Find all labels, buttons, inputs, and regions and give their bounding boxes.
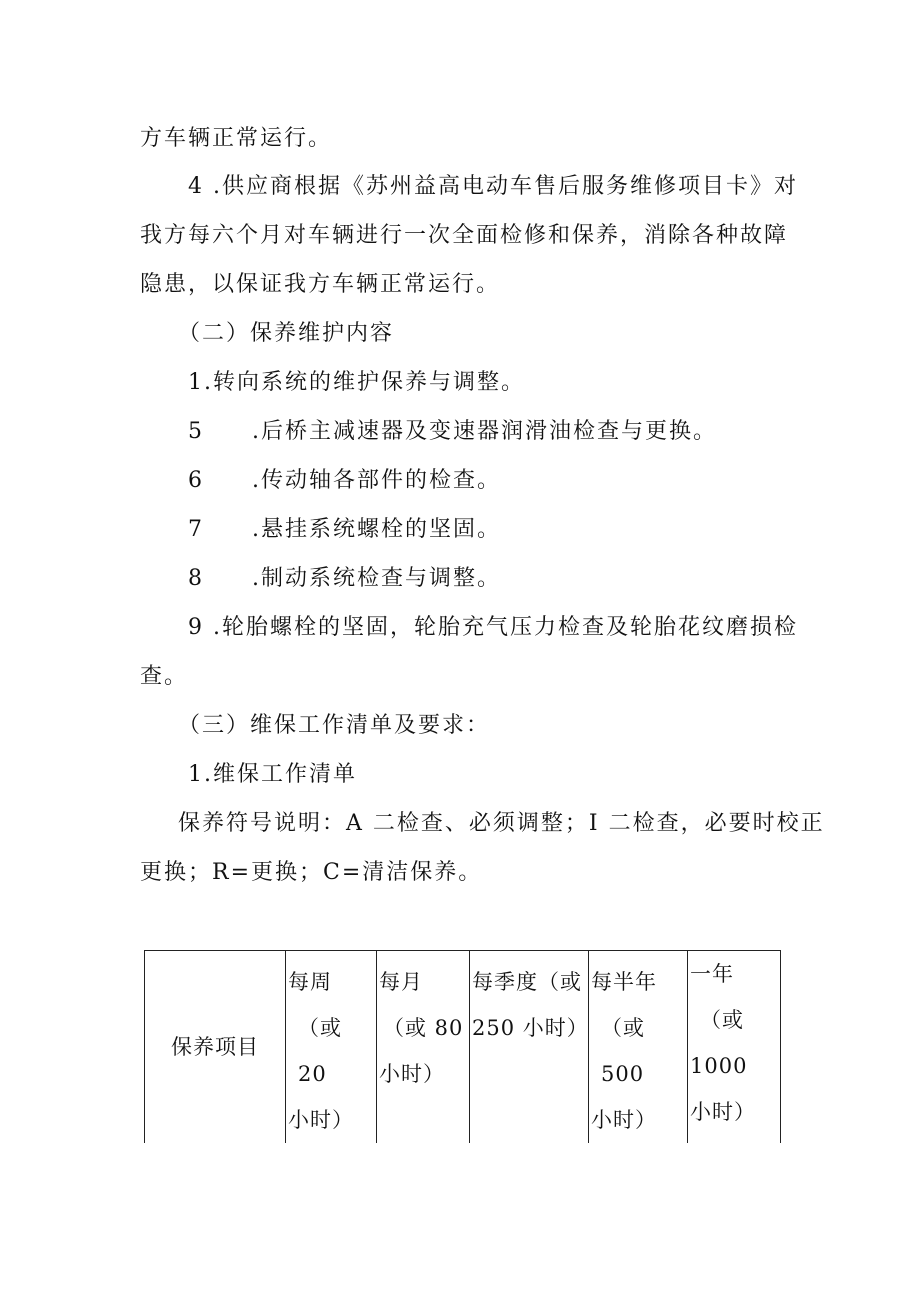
header-line: （或 80 <box>383 1016 464 1040</box>
list-item-text: .悬挂系统螺栓的坚固。 <box>252 517 501 542</box>
list-item-text: .制动系统检查与调整。 <box>252 566 501 591</box>
paragraph-line: 方车辆正常运行。 <box>140 126 333 151</box>
header-line: 每半年 <box>591 970 657 994</box>
paragraph-line: 我方每六个月对车辆进行一次全面检修和保养，消除各种故障 <box>140 223 789 248</box>
subsection-heading: 1.维保工作清单 <box>188 762 357 787</box>
header-line: 每周 <box>288 970 332 994</box>
header-line: （或 500 <box>601 1016 645 1086</box>
list-item-text: .后桥主减速器及变速器润滑油检查与更换。 <box>252 419 717 444</box>
header-line: 小时） <box>379 1062 445 1086</box>
legend-line: 保养符号说明：A 二检查、必须调整；I 二检查，必要时校正 <box>178 811 825 836</box>
paragraph-line: 查。 <box>140 664 189 689</box>
list-item <box>188 417 717 447</box>
legend-line: 更换；R=更换；C=清洁保养。 <box>140 860 483 885</box>
table-header-row <box>145 951 781 1144</box>
maintenance-table <box>144 950 781 1143</box>
header-line: 1000 <box>690 1054 748 1078</box>
table-header-cell <box>470 951 589 1144</box>
list-item: 9 .轮胎螺栓的坚固，轮胎充气压力检查及轮胎花纹磨损检 <box>188 615 798 640</box>
table-header-cell <box>589 951 688 1144</box>
header-line: （或 20 <box>298 1016 342 1086</box>
section-heading: （二）保养维护内容 <box>178 321 395 346</box>
paragraph-line: 隐患，以保证我方车辆正常运行。 <box>140 272 501 297</box>
header-line: 每季度（或 <box>472 970 582 994</box>
table-header-cell <box>377 951 470 1144</box>
header-line: 每月 <box>379 970 423 994</box>
list-item-number: 8 <box>188 566 204 591</box>
header-line: 小时） <box>690 1100 756 1124</box>
list-item <box>188 515 501 545</box>
list-item: 1.转向系统的维护保养与调整。 <box>188 370 525 395</box>
header-line: 小时） <box>288 1108 354 1132</box>
list-item-number: 6 <box>188 468 204 493</box>
list-item-number: 5 <box>188 419 204 444</box>
list-item <box>188 466 501 496</box>
header-maintenance-item: 保养项目 <box>171 1035 259 1059</box>
list-item <box>188 564 501 594</box>
header-line: （或 <box>700 1008 744 1032</box>
list-item-text: .传动轴各部件的检查。 <box>252 468 501 493</box>
paragraph-line: 4 .供应商根据《苏州益高电动车售后服务维修项目卡》对 <box>188 174 798 199</box>
header-line: 一年 <box>690 962 734 986</box>
section-heading: （三）维保工作清单及要求： <box>178 713 491 738</box>
table-header-cell <box>145 951 286 1144</box>
table-header-cell <box>286 951 377 1144</box>
table-header-cell <box>688 951 781 1144</box>
header-line: 250 小时） <box>472 1016 589 1040</box>
list-item-number: 7 <box>188 517 204 542</box>
header-line: 小时） <box>591 1108 657 1132</box>
